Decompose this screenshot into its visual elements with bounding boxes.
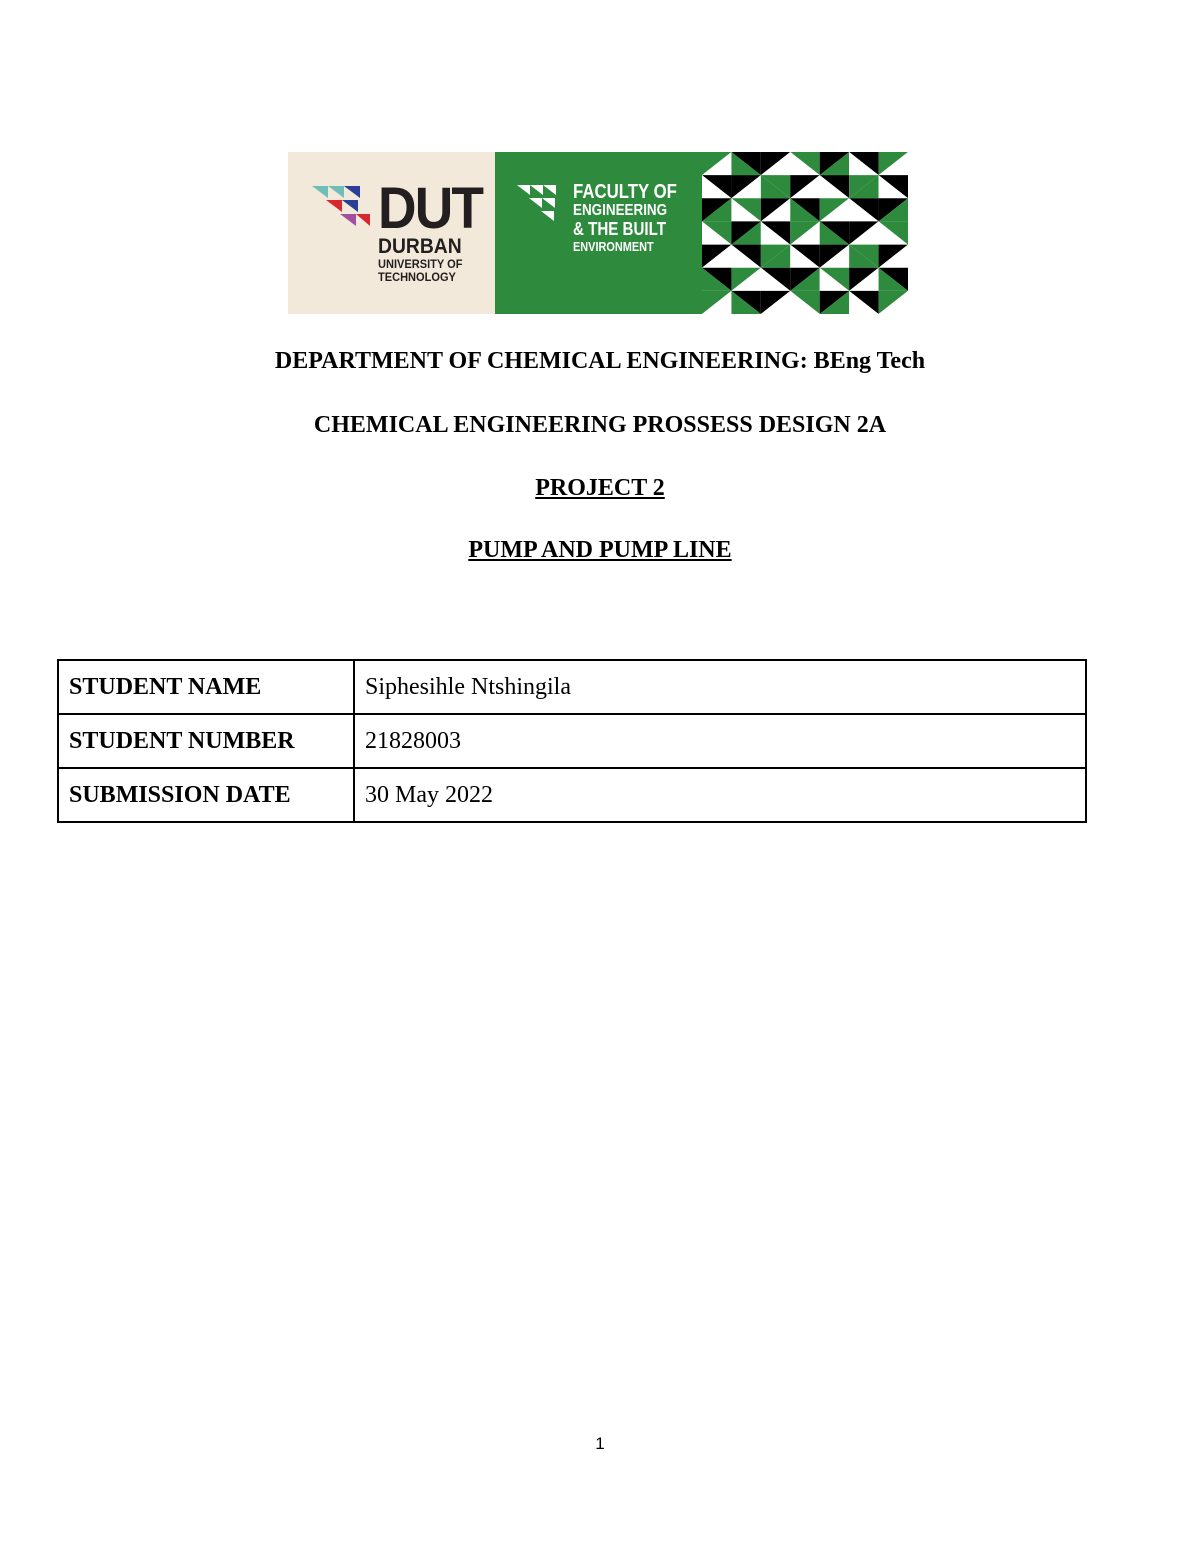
faculty-line3: & THE BUILT: [573, 219, 666, 239]
triangle-pattern-graphic: [702, 152, 908, 314]
dut-subtitle-line1: UNIVERSITY OF: [378, 257, 463, 271]
dut-abbreviation: DUT: [378, 176, 483, 241]
faculty-line2: ENGINEERING: [573, 202, 668, 219]
submission-date-label: SUBMISSION DATE: [58, 768, 354, 822]
faculty-line1: FACULTY OF: [573, 181, 677, 203]
faculty-logo: [495, 152, 702, 314]
faculty-triangles-icon: [517, 185, 567, 225]
faculty-line4: ENVIRONMENT: [573, 239, 654, 254]
student-name-value: Siphesihle Ntshingila: [354, 660, 1086, 714]
dut-logo: [288, 152, 495, 314]
table-row: [58, 714, 1086, 768]
dut-triangles-icon: [312, 186, 374, 236]
dut-subtitle-line2: TECHNOLOGY: [378, 270, 456, 284]
student-number-label: STUDENT NUMBER: [58, 714, 354, 768]
project-heading: PROJECT 2: [535, 475, 665, 501]
page-number: 1: [595, 1434, 605, 1453]
student-info-table: [57, 659, 1087, 823]
table-row: [58, 768, 1086, 822]
university-banner: [288, 152, 908, 314]
department-heading: DEPARTMENT OF CHEMICAL ENGINEERING: BEng Tech: [274, 348, 926, 374]
dut-name: DURBAN: [378, 235, 462, 258]
course-heading: CHEMICAL ENGINEERING PROSSESS DESIGN 2A: [313, 412, 887, 438]
submission-date-value: 30 May 2022: [354, 768, 1086, 822]
project-title: PUMP AND PUMP LINE: [468, 537, 732, 563]
table-row: [58, 660, 1086, 714]
student-name-label: STUDENT NAME: [58, 660, 354, 714]
triangle-pattern: [702, 152, 908, 314]
faculty-name: [573, 182, 677, 255]
student-number-value: 21828003: [354, 714, 1086, 768]
